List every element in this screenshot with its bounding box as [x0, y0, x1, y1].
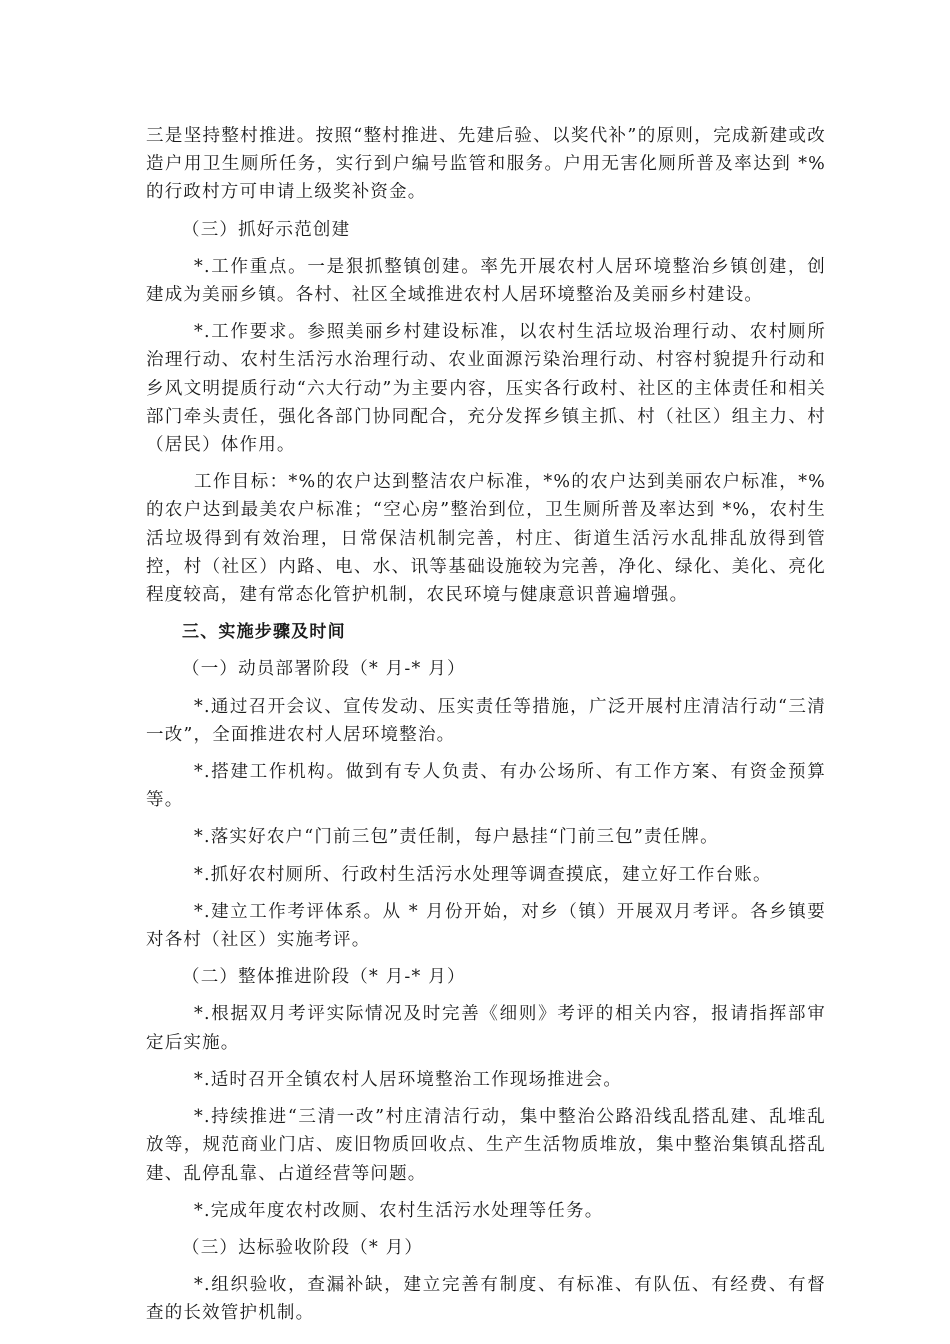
paragraph-annual-tasks: *.完成年度农村改厕、农村生活污水处理等任务。 — [194, 1200, 604, 1221]
paragraph-survey: *.抓好农村厕所、行政村生活污水处理等调查摸底，建立好工作台账。 — [194, 864, 772, 885]
subheading-acceptance: （三）达标验收阶段（* 月） — [182, 1237, 424, 1258]
subheading-demonstration: （三）抓好示范创建 — [182, 219, 351, 240]
paragraph-evaluation: *.建立工作考评体系。从 * 月份开始，对乡（镇）开展双月考评。各乡镇要对各村（社区）实施考评。 — [146, 901, 826, 951]
paragraph-work-goals: 工作目标：*%的农户达到整洁农户标准，*%的农户达到美丽农户标准，*%的农户达到最美农户标准；“空心房”整治到位，卫生厕所普及率达到 *%，农村生活垃圾得到有效治理，日常保洁机制完善，村庄、街道生活污水乱排乱放得到管控，村（社区）内路、电、水、讯等基础设施较为完善，净化、绿化、美化、亮化程度较高，建有常态化管护机制，农民环境与健康意识普遍增强。 — [146, 472, 826, 606]
paragraph-refine-rules: *.根据双月考评实际情况及时完善《细则》考评的相关内容，报请指挥部审定后实施。 — [146, 1004, 826, 1053]
paragraph-work-focus: *.工作重点。一是狠抓整镇创建。率先开展农村人居环境整治乡镇创建，创建成为美丽乡镇。各村、社区全域推进农村人居环境整治及美丽乡村建设。 — [146, 256, 826, 306]
paragraph-whole-village: 三是坚持整村推进。按照“整村推进、先建后验、以奖代补”的原则，完成新建或改造户用卫生厕所任务，实行到户编号监管和服务。户用无害化厕所普及率达到 *%的行政村方可申请上级奖补资金。 — [146, 126, 826, 203]
paragraph-responsibility: *.落实好农户“门前三包”责任制，每户悬挂“门前三包”责任牌。 — [194, 827, 719, 848]
document-page — [146, 122, 826, 1337]
subheading-mobilization: （一）动员部署阶段（* 月-* 月） — [182, 659, 466, 680]
paragraph-cleaning-action: *.持续推进“三清一改”村庄清洁行动，集中整治公路沿线乱搭乱建、乱堆乱放等，规范商业门店、废旧物质回收点、生产生活物质堆放，集中整治集镇乱搭乱建、乱停乱靠、占道经营等问题。 — [146, 1107, 826, 1184]
paragraph-inspection: *.组织验收，查漏补缺，建立完善有制度、有标准、有队伍、有经费、有督查的长效管护机制。 — [146, 1275, 826, 1324]
paragraph-work-requirements: *.工作要求。参照美丽乡村建设标准，以农村生活垃圾治理行动、农村厕所治理行动、农村生活污水治理行动、农业面源污染治理行动、村容村貌提升行动和乡风文明提质行动“六大行动”为主要内容，压实各行政村、社区的主体责任和相关部门牵头责任，强化各部门协同配合，充分发挥乡镇主抓、村（社区）组主力、村（居民）体作用。 — [146, 322, 826, 456]
paragraph-organization: *.搭建工作机构。做到有专人负责、有办公场所、有工作方案、有资金预算等。 — [146, 762, 826, 811]
paragraph-meetings: *.通过召开会议、宣传发动、压实责任等措施，广泛开展村庄清洁行动“三清一改”，全面推进农村人居环境整治。 — [146, 696, 826, 745]
paragraph-site-meeting: *.适时召开全镇农村人居环境整治工作现场推进会。 — [194, 1069, 623, 1090]
section-heading-steps: 三、实施步骤及时间 — [182, 622, 346, 643]
subheading-overall-progress: （二）整体推进阶段（* 月-* 月） — [182, 967, 466, 988]
